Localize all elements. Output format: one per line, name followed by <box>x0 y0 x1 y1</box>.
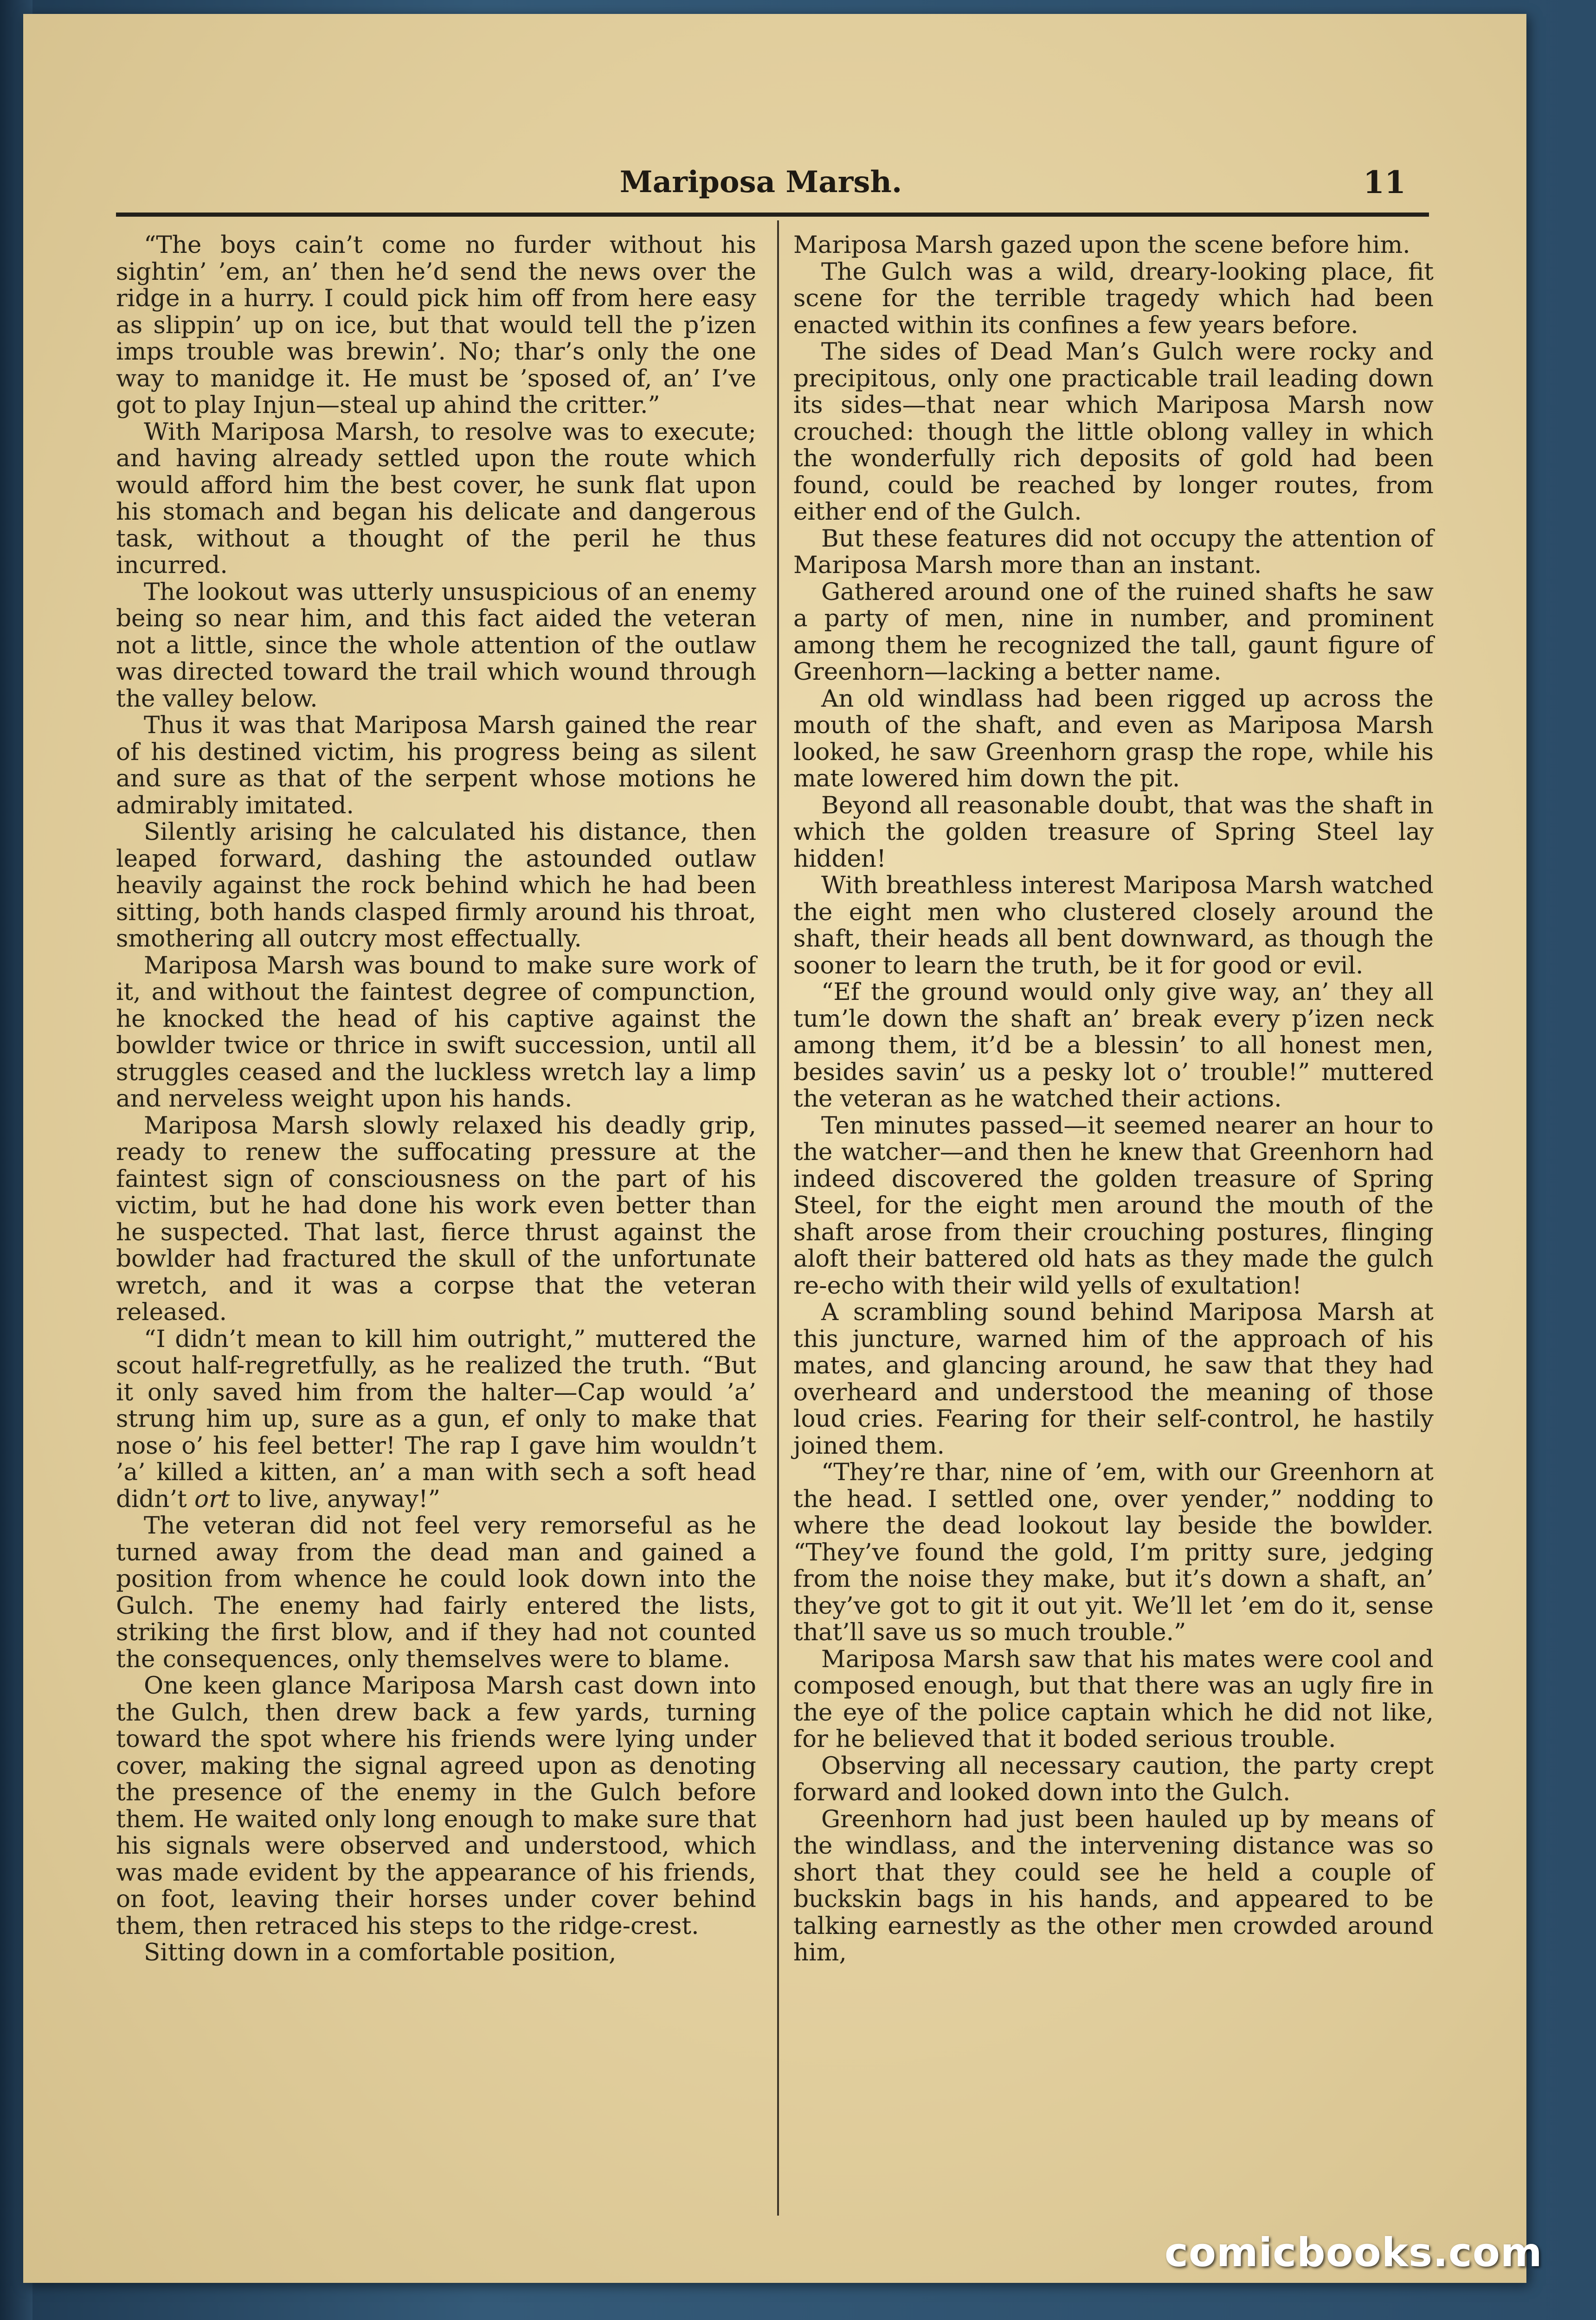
paragraph: Ten minutes passed—it seemed nearer an hour to the watcher—and then he knew that Greenhorn had indeed discovered the golden treasure of Spring Steel, for the eight men around the mouth of the shaft arose from their crouching postures, flinging aloft their battered old hats as they made the gulch re-echo with their wild yells of exultation! <box>793 1111 1434 1300</box>
header-rule <box>116 213 1429 217</box>
paragraph: Sitting down in a comfortable position, <box>144 1939 617 1966</box>
page-title: Mariposa Marsh. <box>619 165 902 200</box>
left-column <box>116 232 756 1966</box>
paragraph: “The boys cain’t come no furder without his sightin’ ’em, an’ then he’d send the news over the ridge in a hurry. I could pick him off from here easy as slippin’ up on ice, but that would tell the p’izen imps trouble was brewin’. No; thar’s only the one way to manidge it. He must be ’sposed of, an’ I’ve got to play Injun—steal up ahind the critter.” <box>116 231 756 419</box>
paragraph: “Ef the ground would only give way, an’ they all tum’le down the shaft an’ break every p’izen neck among them, it’d be a blessin’ to all honest men, besides savin’ us a pesky lot o’ trouble!” muttered the veteran as he watched their actions. <box>793 978 1434 1113</box>
paragraph: Mariposa Marsh gazed upon the scene before him. <box>793 231 1410 259</box>
paragraph: A scrambling sound behind Mariposa Marsh at this juncture, warned him of the approach of his mates, and glancing around, he saw that they had overheard and understood the meaning of those loud cries. Fearing for their self-control, he hastily joined them. <box>793 1298 1434 1460</box>
paragraph: With breathless interest Mariposa Marsh watched the eight men who clustered closely around the shaft, their heads all bent downward, as though the sooner to learn the truth, be it for good or evil. <box>793 871 1434 980</box>
paragraph: With Mariposa Marsh, to resolve was to execute; and having already settled upon the route which would afford him the best cover, he sunk flat upon his stomach and began his delicate and dangerous task, without a thought of the peril he thus incurred. <box>116 418 756 579</box>
book-page <box>23 14 1526 2283</box>
paragraph-text: “I didn’t mean to kill him outright,” muttered the scout half-regretfully, as he realized the truth. “But it only saved him from the halter—Cap would ’a’ strung him up, sure as a gun, ef only to make that nose o’ his feel better! The rap I gave him wouldn’t ’a’ killed a kitten, an’ a man with sech a soft head didn’t <box>116 1325 756 1513</box>
paragraph: But these features did not occupy the attention of Mariposa Marsh more than an instant. <box>793 524 1434 579</box>
paragraph: Observing all necessary caution, the party crept forward and looked down into the Gulch. <box>793 1752 1434 1806</box>
page-number: 11 <box>1363 164 1406 200</box>
paragraph: Gathered around one of the ruined shafts he saw a party of men, nine in number, and prominent among them he recognized the tall, gaunt figure of Greenhorn—lacking a better name. <box>793 578 1434 686</box>
column-divider <box>777 220 779 2216</box>
paragraph: Beyond all reasonable doubt, that was the shaft in which the golden treasure of Spring Steel lay hidden! <box>793 791 1434 873</box>
page-header <box>23 161 1526 208</box>
paragraph <box>116 1326 756 1513</box>
paragraph: The Gulch was a wild, dreary-looking place, fit scene for the terrible tragedy which had been enacted within its confines a few years before. <box>793 258 1434 339</box>
watermark: comicbooks.com <box>1165 2230 1543 2276</box>
paragraph: Mariposa Marsh slowly relaxed his deadly grip, ready to renew the suffocating pressure at the faintest sign of consciousness on the part of his victim, but he had done his work even better than he suspected. That last, fierce thrust against the bowlder had fractured the skull of the unfortunate wretch, and it was a corpse that the veteran released. <box>116 1111 756 1326</box>
paragraph: “They’re thar, nine of ’em, with our Greenhorn at the head. I settled one, over yender,” nodding to where the dead lookout lay beside the bowlder. “They’ve found the gold, I’m pritty sure, jedging from the noise they make, but it’s down a shaft, an’ they’ve got to git it out yit. We’ll let ’em do it, sense that’ll save us so much trouble.” <box>793 1458 1434 1646</box>
paragraph: Mariposa Marsh saw that his mates were cool and composed enough, but that there was an ugly fire in the eye of the police captain which he did not like, for he believed that it boded serious trouble. <box>793 1645 1434 1753</box>
italic-word: ort <box>194 1485 230 1513</box>
paragraph: One keen glance Mariposa Marsh cast down into the Gulch, then drew back a few yards, turning toward the spot where his friends were lying under cover, making the signal agreed upon as denoting the presence of the enemy in the Gulch before them. He waited only long enough to make sure that his signals were observed and understood, which was made evident by the appearance of his friends, on foot, leaving their horses under cover behind them, then retraced his steps to the ridge-crest. <box>116 1672 756 1940</box>
paragraph-text: to live, anyway!” <box>230 1485 440 1513</box>
right-column <box>793 232 1434 1966</box>
paragraph: Silently arising he calculated his distance, then leaped forward, dashing the astounded outlaw heavily against the rock behind which he had been sitting, both hands clasped firmly around his throat, smothering all outcry most effectually. <box>116 818 756 953</box>
paragraph: An old windlass had been rigged up across the mouth of the shaft, and even as Mariposa Marsh looked, he saw Greenhorn grasp the rope, while his mate lowered him down the pit. <box>793 684 1434 793</box>
paragraph: The lookout was utterly unsuspicious of an enemy being so near him, and this fact aided the veteran not a little, since the whole attention of the outlaw was directed toward the trail which wound through the valley below. <box>116 578 756 713</box>
paragraph: Greenhorn had just been hauled up by means of the windlass, and the intervening distance was so short that they could see he held a couple of buckskin bags in his hands, and appeared to be talking earnestly as the other men crowded around him, <box>793 1805 1434 1966</box>
paragraph: The veteran did not feel very remorseful as he turned away from the dead man and gained a position from whence he could look down into the Gulch. The enemy had fairly entered the lists, striking the first blow, and if they had not counted the consequences, only themselves were to blame. <box>116 1512 756 1673</box>
paragraph: Thus it was that Mariposa Marsh gained the rear of his destined victim, his progress being as silent and sure as that of the serpent whose motions he admirably imitated. <box>116 711 756 819</box>
paragraph: The sides of Dead Man’s Gulch were rocky and precipitous, only one practicable trail leading down its sides—that near which Mariposa Marsh now crouched: though the little oblong valley in which the wonderfully rich deposits of gold had been found, could be reached by longer routes, from either end of the Gulch. <box>793 338 1434 526</box>
paragraph: Mariposa Marsh was bound to make sure work of it, and without the faintest degree of compunction, he knocked the head of his captive against the bowlder twice or thrice in swift succession, until all struggles ceased and the luckless wretch lay a limp and nerveless weight upon his hands. <box>116 951 756 1113</box>
